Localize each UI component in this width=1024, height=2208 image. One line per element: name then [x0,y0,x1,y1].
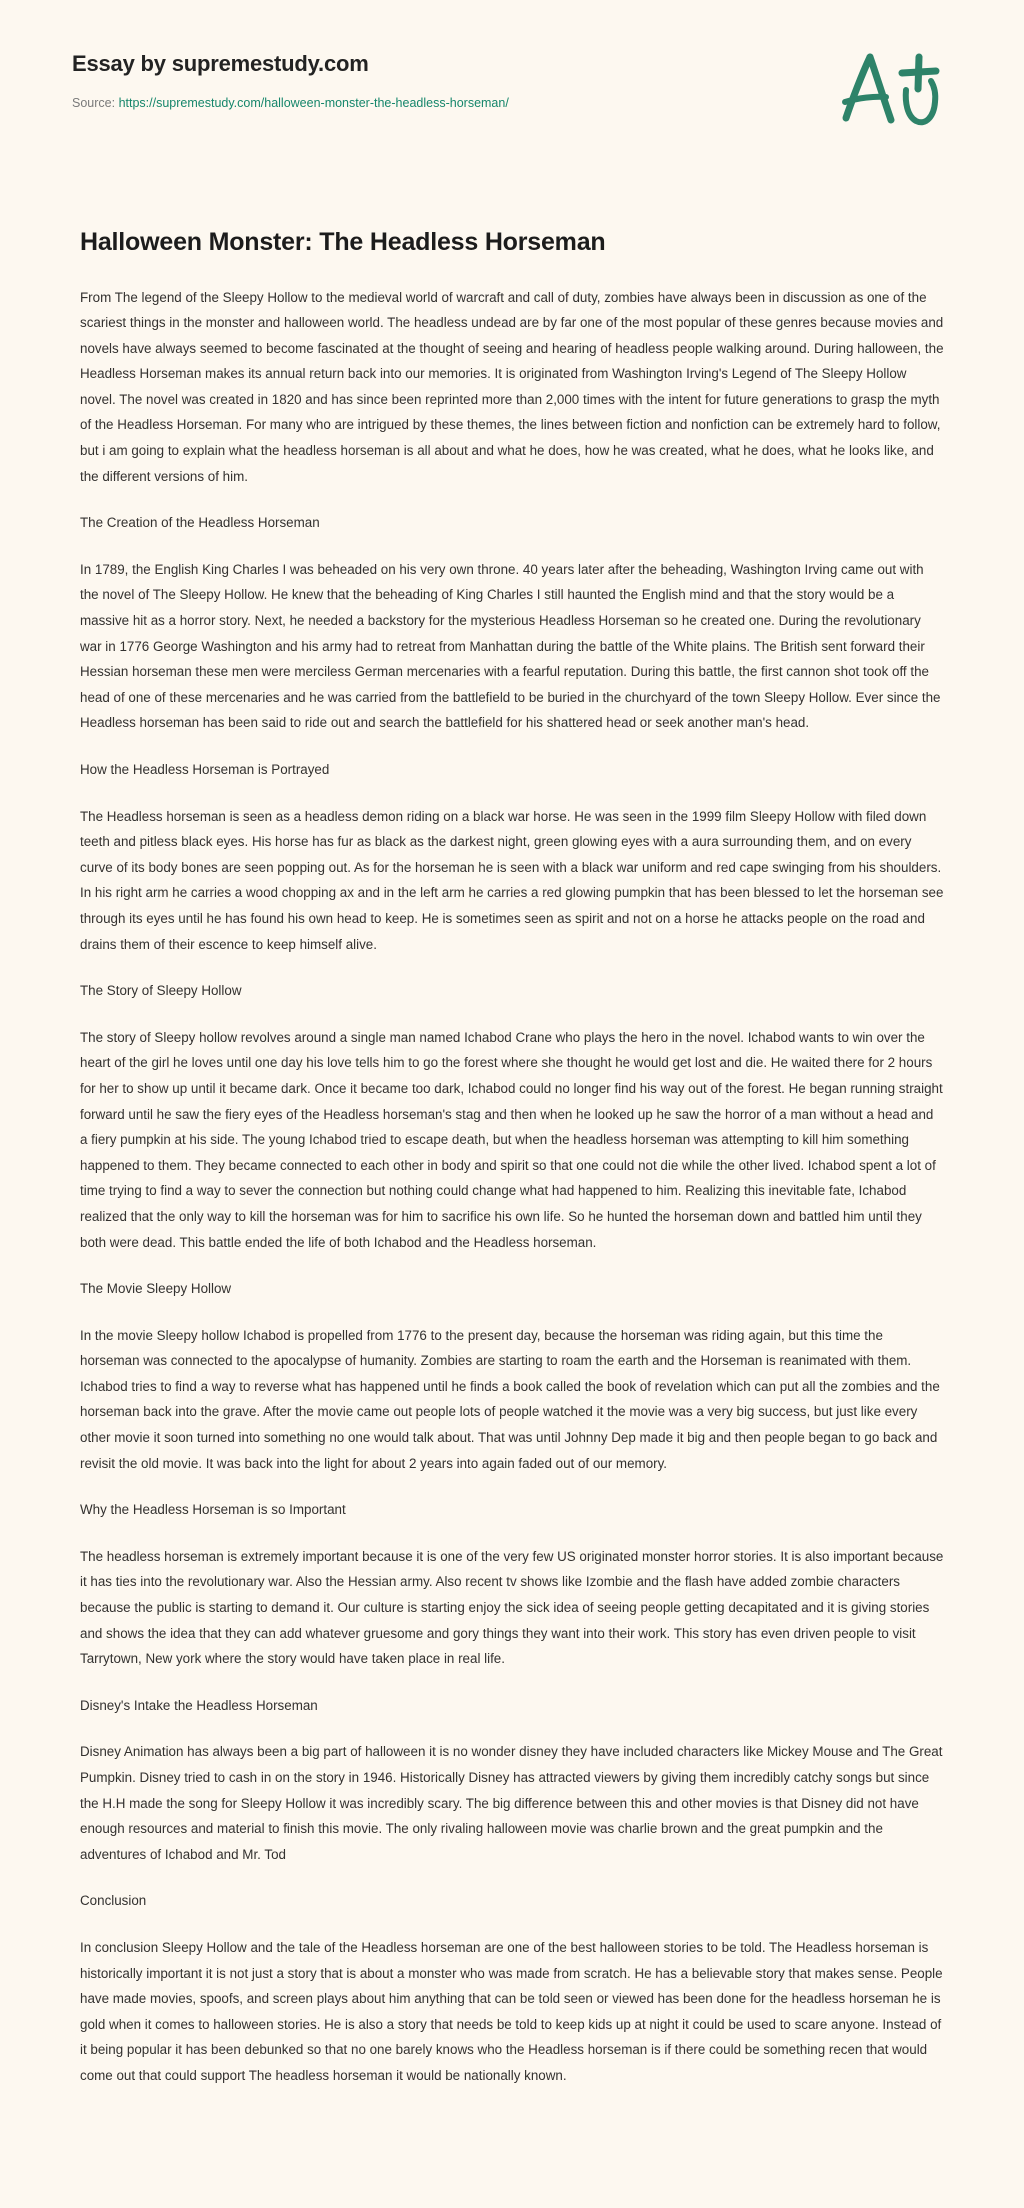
body-paragraph: From The legend of the Sleepy Hollow to the medieval world of warcraft and call of duty, zombies have always been in discussion as one of the scariest things in the monster and halloween world. The headless undead are by far one of the most popular of these genres because movies and novels have always seemed to become fascinated at the thought of seeing and hearing of headless people walking around. During halloween, the Headless Horseman makes its annual return back into our memories. It is originated from Washington Irving's Legend of The Sleepy Hollow novel. The novel was created in 1820 and has since been reprinted more than 2,000 times with the intent for future generations to grasp the myth of the Headless Horseman. For many who are intrigued by these themes, the lines between fiction and nonfiction can be extremely hard to follow, but i am going to explain what the headless horseman is all about and what he does, how he was created, what he does, what he looks like, and the different versions of him. [80,289,944,484]
page-title: Halloween Monster: The Headless Horseman [80,228,606,256]
section-heading: Disney's Intake the Headless Horseman [80,1697,318,1713]
section-heading: The Story of Sleepy Hollow [80,983,242,999]
body-paragraph: In conclusion Sleepy Hollow and the tale of the Headless horseman are one of the best halloween stories to be told. The Headless horseman is historically important it is not just a story that is about a monster who was made from scratch. He has a believable story that makes sense. People have made movies, spoofs, and screen plays about him anything that can be told seen or viewed has been done for the headless horseman he is gold when it comes to halloween stories. He is also a story that needs be told to keep kids up at night it could be used to scare anyone. Instead of it being popular it has been debunked so that no one barely knows who the Headless horseman is if there could be something recen that would come out that could support The headless horseman it would be nationally known. [80,1939,943,2083]
body-paragraph: In the movie Sleepy hollow Ichabod is propelled from 1776 to the present day, because the horseman was riding again, but this time the horseman was connected to the apocalypse of humanity. Zombies are starting to roam the earth and the Horseman is reanimated with them. Ichabod tries to find a way to reverse what has happened until he finds a book called the book of revelation which can put all the zombies and the horseman back into the grave. After the movie came out people lots of people watched it the movie was a very big success, but just like every other movie it soon turned into something no one would talk about. That was until Johnny Dep made it big and then people began to go back and revisit the old movie. It was back into the light for about 2 years into again faded out of our memory. [80,1327,940,1471]
source-line [72,96,952,111]
article-body [80,285,944,2089]
body-paragraph: In 1789, the English King Charles I was beheaded on his very own throne. 40 years later after the beheading, Washington Irving came out with the novel of The Sleepy Hollow. He knew that the beheading of King Charles I still haunted the English mind and that the story would be a massive hit as a horror story. Next, he needed a backstory for the mysterious Headless Horseman so he created one. During the revolutionary war in 1776 George Washington and his army had to retreat from Manhattan during the battle of the White plains. The British sent forward their Hessian horseman these men were merciless German mercenaries with a fearful reputation. During this battle, the first cannon shot took off the head of one of these mercenaries and he was carried from the battlefield to be buried in the churchyard of the town Sleepy Hollow. Ever since the Headless horseman has been said to ride out and search the battlefield for his shattered head or seek another man's head. [80,561,941,731]
site-header [0,0,1024,118]
body-paragraph: The story of Sleepy hollow revolves around a single man named Ichabod Crane who plays the hero in the novel. Ichabod wants to win over the heart of the girl he loves until one day his love tells him to go the forest where she thought he would get lost and die. He waited there for 2 hours for her to show up until it became dark. Once it became too dark, Ichabod could no longer find his way out of the forest. He began running straight forward until he saw the fiery eyes of the Headless horseman's stag and then when he looked up he saw the horror of a man without a head and a fiery pumpkin at his side. The young Ichabod tried to escape death, but when the headless horseman was attempting to kill him something happened to them. They became connected to each other in body and spirit so that one could not die while the other lived. Ichabod spent a lot of time trying to find a way to sever the connection but nothing could change what had happened to him. Realizing this inevitable fate, Ichabod realized that the only way to kill the horseman was for him to sacrifice his own life. So he hunted the horseman down and battled him until they both were dead. This battle ended the life of both Ichabod and the Headless horseman. [80,1029,943,1250]
a-plus-logo-icon [836,40,956,126]
section-heading: The Movie Sleepy Hollow [80,1281,232,1297]
section-heading: How the Headless Horseman is Portrayed [80,762,330,777]
source-label: Source: [72,96,116,111]
source-url-link[interactable]: https://supremestudy.com/halloween-monster-the-headless-horseman/ [118,96,509,111]
body-paragraph: The headless horseman is extremely important because it is one of the very few US originated monster horror stories. It is also important because it has ties into the revolutionary war. Also the Hessian army. Also recent tv shows like Izombie and the flash have added zombie characters because the public is starting to demand it. Our culture is starting enjoy the sick idea of seeing people getting decapitated and it is giving stories and shows the idea that they can add whatever gruesome and gory things they want into their work. This story has even driven people to visit Tarrytown, New york where the story would have taken place in real life. [80,1548,944,1667]
article [0,226,1024,2129]
section-heading: Conclusion [80,1893,147,1909]
brand-title: Essay by supremestudy.com [72,51,369,76]
body-paragraph: Disney Animation has always been a big part of halloween it is no wonder disney they have included characters like Mickey Mouse and The Great Pumpkin. Disney tried to cash in on the story in 1946. Historically Disney has attracted viewers by giving them incredibly catchy songs but since the H.H made the song for Sleepy Hollow it was incredibly scary. The big difference between this and other movies is that Disney did not have enough resources and material to finish this movie. The only rivaling halloween movie was charlie brown and the great pumpkin and the adventures of Ichabod and Mr. Tod [80,1744,943,1862]
body-paragraph: The Headless horseman is seen as a headless demon riding on a black war horse. He was seen in the 1999 film Sleepy Hollow with filed down teeth and pitless black eyes. His horse has fur as black as the darkest night, green glowing eyes with a aura surrounding them, and on every curve of its body bones are seen popping out. As for the horseman he is seen with a black war uniform and red cape swinging from his shoulders. In his right arm he carries a wood chopping ax and in the left arm he carries a red glowing pumpkin that has been blessed to let the horseman see through its eyes until he has found his own head to keep. He is sometimes seen as spirit and not on a horse he attacks people on the road and drains them of their escence to keep himself alive. [80,808,944,952]
section-heading: Why the Headless Horseman is so Important [80,1502,346,1518]
section-heading: The Creation of the Headless Horseman [80,515,320,531]
